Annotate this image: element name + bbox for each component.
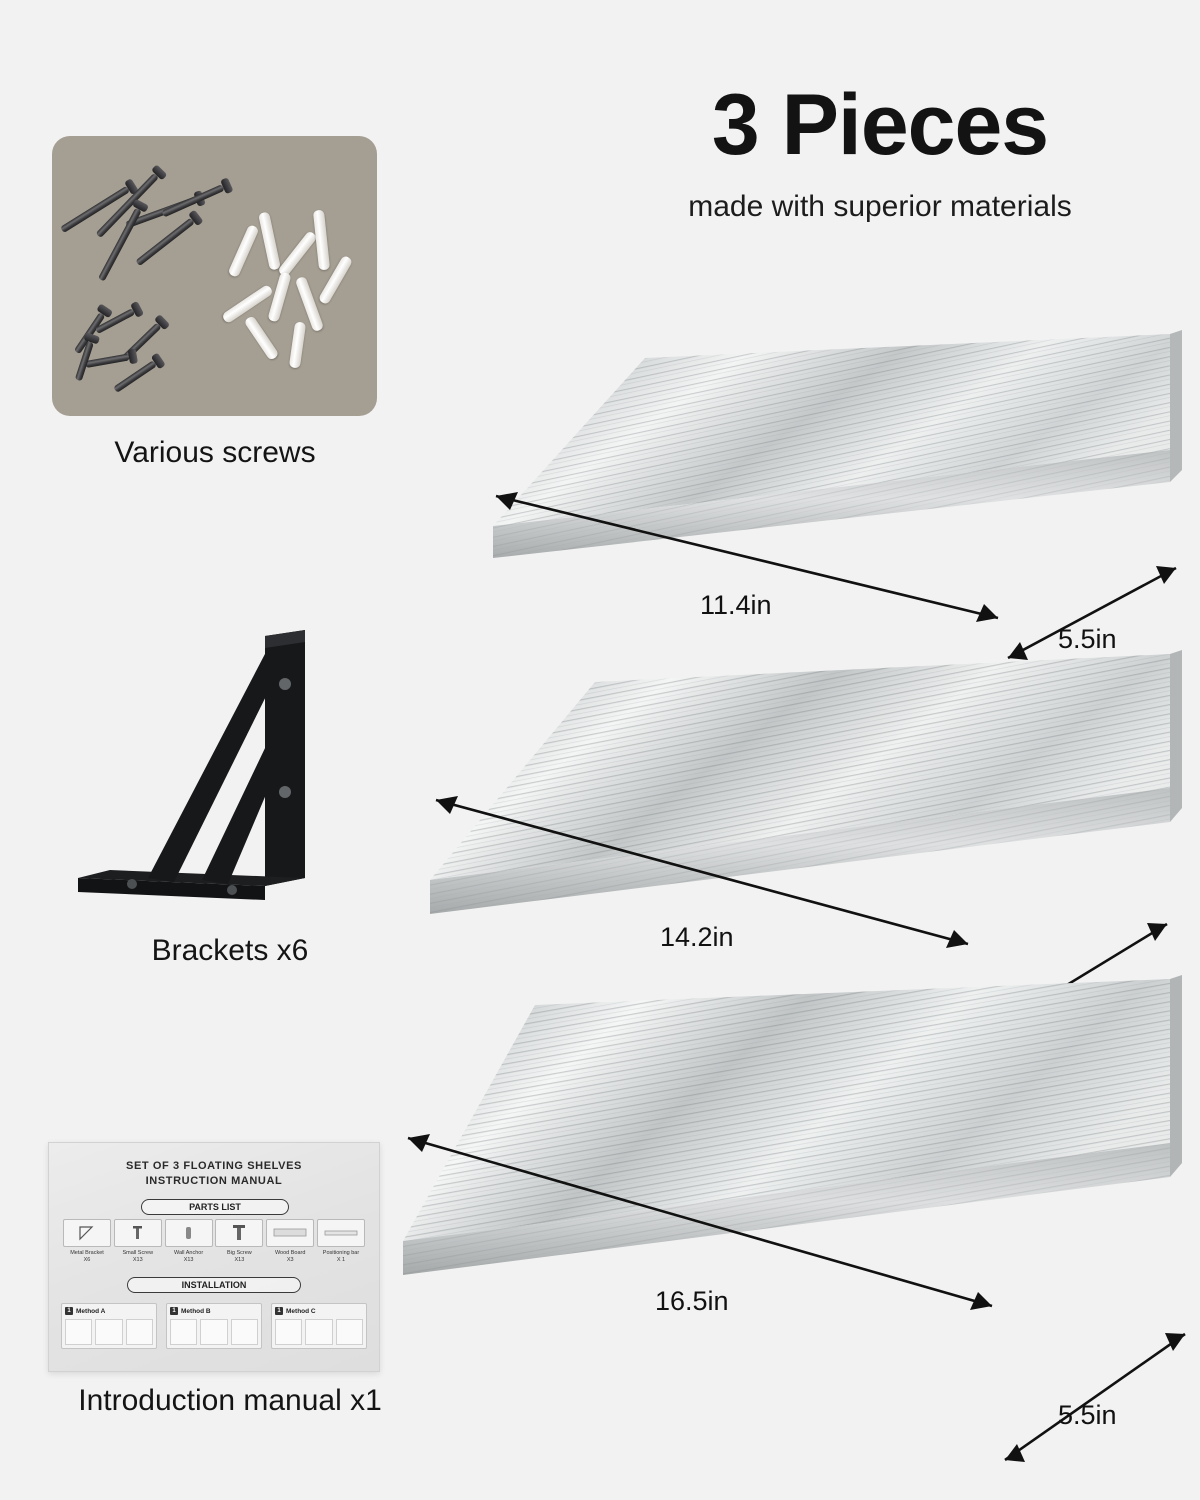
bracket-icon	[70, 628, 400, 918]
screws-icon	[52, 136, 377, 416]
wall-anchor	[267, 271, 291, 322]
screws-caption: Various screws	[114, 436, 316, 469]
manual-part	[215, 1219, 263, 1264]
wall-anchor	[289, 321, 306, 368]
manual-method-step: 1	[275, 1307, 283, 1315]
manual-method	[271, 1303, 367, 1349]
page-subtitle: made with superior materials	[688, 190, 1072, 223]
dimension-depth-large-label: 5.5in	[1058, 1400, 1117, 1430]
manual-part-qty: X3	[286, 1256, 294, 1263]
manual-method-step: 1	[65, 1307, 73, 1315]
brackets-caption: Brackets x6	[151, 934, 309, 967]
dimension-length-medium-label: 14.2in	[660, 922, 734, 952]
dimension-length-small-label: 11.4in	[700, 590, 772, 620]
manual-part	[317, 1219, 365, 1264]
manual-method-step: 1	[170, 1307, 178, 1315]
dimension-length-large-label: 16.5in	[655, 1286, 729, 1316]
headline-block	[600, 77, 1160, 224]
manual-part-name: Metal Bracket	[70, 1250, 104, 1256]
manual-method	[166, 1303, 262, 1349]
manual-title	[49, 1159, 379, 1189]
manual-part	[165, 1219, 213, 1264]
wall-anchor	[277, 230, 318, 278]
manual-part	[266, 1219, 314, 1264]
manual-part-name: Small Screw	[122, 1250, 154, 1256]
manual-part-qty: X13	[234, 1256, 245, 1263]
manual-method-label: Method A	[76, 1307, 106, 1315]
wall-anchor	[313, 210, 330, 271]
manual-parts-label: PARTS LIST	[141, 1199, 289, 1215]
wall-anchor	[227, 224, 259, 278]
manual-part-qty: X13	[183, 1256, 194, 1263]
manual-part-qty: X6	[83, 1256, 91, 1263]
wall-anchor	[244, 315, 280, 361]
manual-part-qty: X 1	[336, 1256, 346, 1263]
manual-icon	[48, 1142, 380, 1372]
wall-anchor	[258, 211, 281, 270]
manual-method-label: Method B	[181, 1307, 211, 1315]
manual-parts-grid	[63, 1219, 365, 1264]
manual-part-name: Wood Board	[274, 1250, 306, 1256]
manual-part-qty: X13	[132, 1256, 143, 1263]
manual-methods	[61, 1303, 367, 1349]
manual-method-label: Method C	[286, 1307, 316, 1315]
manual-part-name: Big Screw	[227, 1250, 252, 1256]
manual-title-line1: SET OF 3 FLOATING SHELVES	[126, 1160, 302, 1172]
manual-title-line2: INSTRUCTION MANUAL	[145, 1174, 283, 1187]
manual-part	[114, 1219, 162, 1264]
dimension-depth-small-label: 5.5in	[1058, 624, 1117, 654]
manual-part-name: Positioning bar	[322, 1250, 360, 1256]
manual-install-label: INSTALLATION	[127, 1277, 301, 1293]
manual-method	[61, 1303, 157, 1349]
manual-part-name: Wall Anchor	[174, 1250, 204, 1256]
manual-caption: Introduction manual x1	[78, 1384, 382, 1417]
page-title: 3 Pieces	[711, 77, 1049, 173]
manual-part	[63, 1219, 111, 1264]
